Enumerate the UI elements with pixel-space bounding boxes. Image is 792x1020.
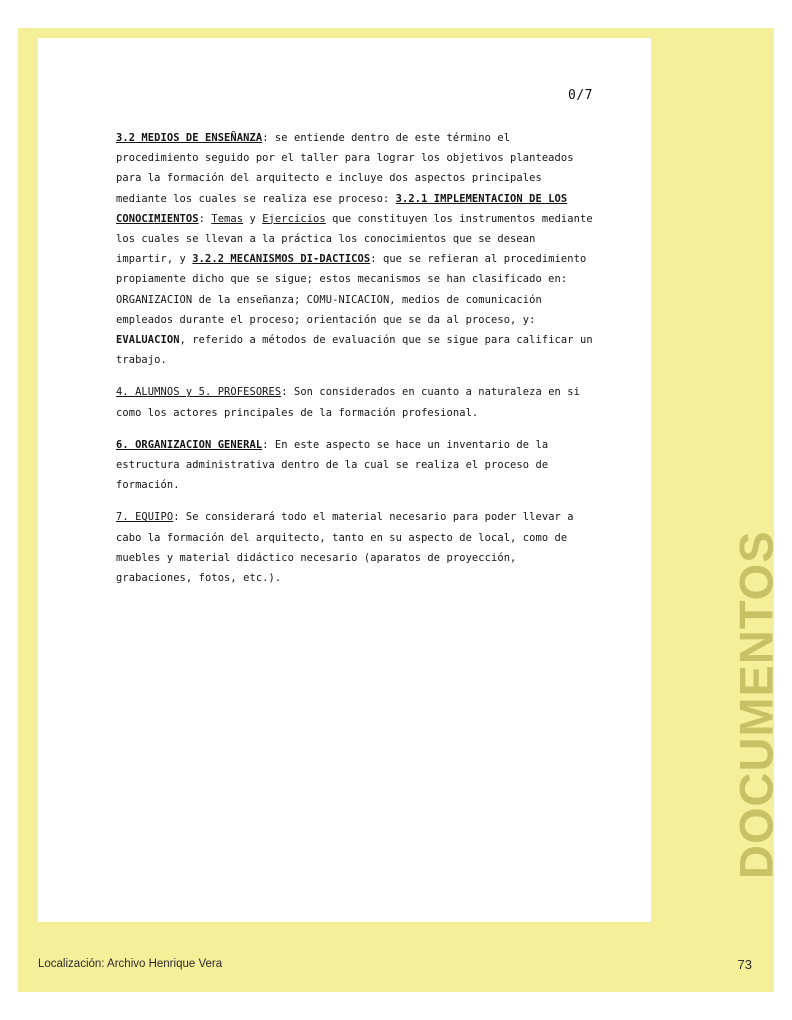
document-scan-inner bbox=[38, 38, 651, 922]
page-number: 73 bbox=[737, 957, 752, 972]
document-scan-sheet bbox=[38, 38, 651, 922]
document-paragraph: 4. ALUMNOS y 5. PROFESORES: Son considerados en cuanto a naturaleza en si como los actores principales de la formación profesional. bbox=[116, 386, 580, 419]
document-paragraph: 6. ORGANIZACION GENERAL: En este aspecto se hace un inventario de la estructura administrativa dentro de la cual se realiza el proceso de formación. bbox=[116, 438, 549, 492]
typewritten-body-text bbox=[116, 128, 596, 588]
document-paragraph: 3.2 MEDIOS DE ENSEÑANZA: se entiende dentro de este término el procedimiento seguido por el taller para lograr los objetivos planteados para la formación del arquitecto e incluye dos aspectos principales mediante los cuales se realiza ese proceso: 3.2.1 IMPLEMENTACION DE LOS CONOCIMIENTOS: Temas y Ejercicios que constituyen los instrumentos mediante los cuales se llevan a la práctica los conocimientos que se desean impartir, y 3.2.2 MECANISMOS DI-DACTICOS: que se refieran al procedimiento propiamente dicho que se sigue; estos mecanismos se han clasificado en: ORGANIZACION de la enseñanza; COMU-NICACION, medios de comunicación empleados durante el proceso; orientación que se da al proceso, y: EVALUACION, referido a métodos de evaluación que se sigue para calificar un trabajo. bbox=[116, 132, 593, 367]
footer-location-text: Localización: Archivo Henrique Vera bbox=[38, 958, 223, 970]
document-paragraph: 7. EQUIPO: Se considerará todo el material necesario para poder llevar a cabo la formación del arquitecto, tanto en su aspecto de local, como de muebles y material didáctico necesario (aparatos de proyección, grabaciones, fotos, etc.). bbox=[116, 511, 574, 585]
section-side-label: DOCUMENTOS bbox=[729, 530, 783, 880]
folio-mark: 0/7 bbox=[568, 88, 593, 103]
